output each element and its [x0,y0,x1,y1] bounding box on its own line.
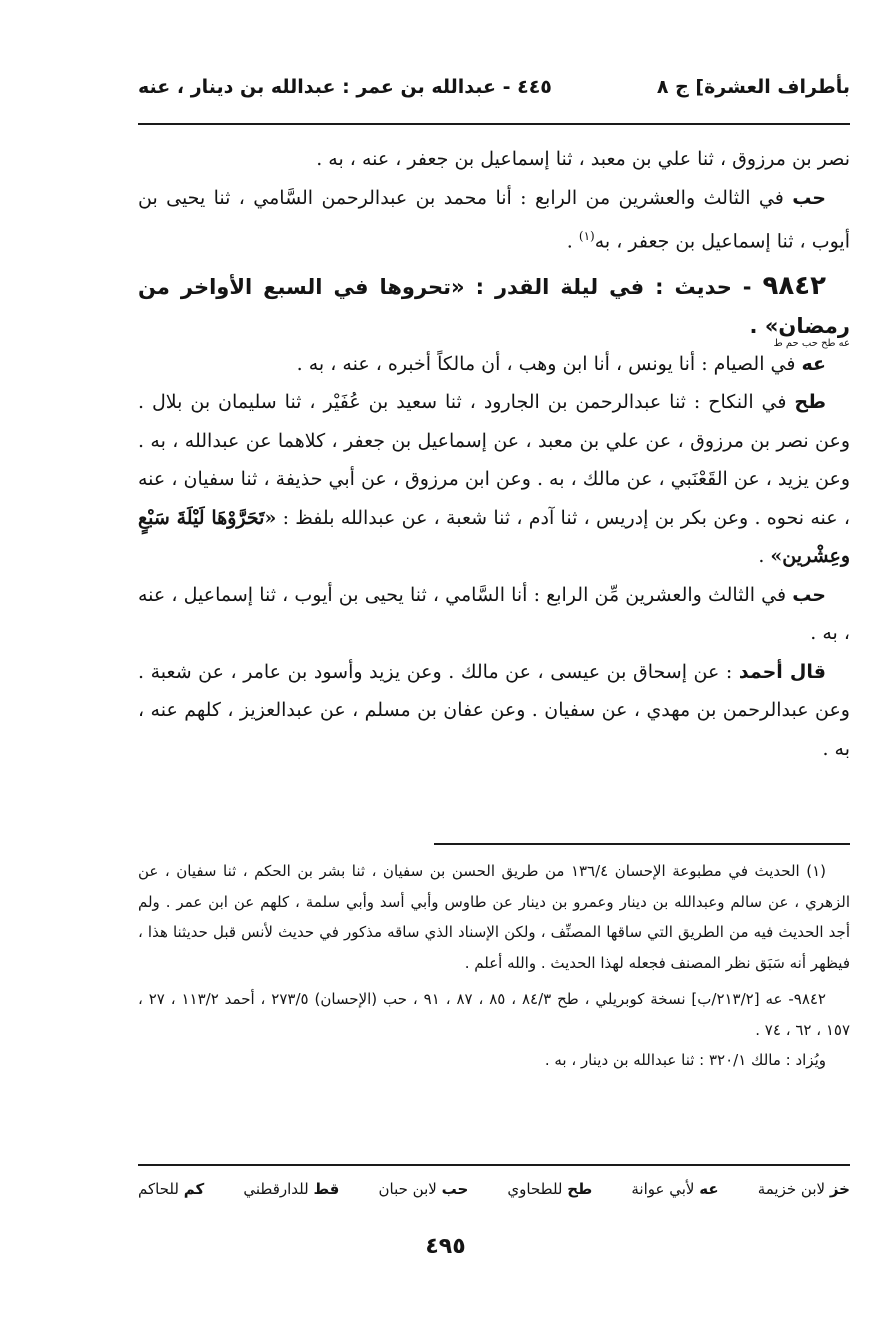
source-siglum: حب [792,583,826,606]
legend-abbr: خز [829,1180,850,1198]
source-siglum: قال أحمد [738,660,826,683]
legend-item [379,1180,469,1198]
footnote-addition: ويُزاد : مالك ٣٢٠/١ : ثنا عبدالله بن دينار ، به . [544,1051,826,1069]
paragraph-text: نصر بن مرزوق ، ثنا علي بن معبد ، ثنا إسماعيل بن جعفر ، عنه ، به . [316,148,850,170]
paragraph-text: في النكاح : ثنا عبدالرحمن بن الجارود ، ثنا سعيد بن عُفَيْر ، ثنا سليمان بن بلال . وعن نصر بن مرزوق ، عن علي بن معبد ، عن إسماعيل بن جعفر ، كلاهما عن عبدالله ، به . وعن يزيد ، عن القَعْنَبي ، عن مالك ، به . وعن ابن مرزوق ، عن أبي حذيفة ، ثنا سفيان ، عنه ، عنه نحوه . وعن بكر بن إدريس ، ثنا آدم ، ثنا شعبة ، عن عبدالله بلفظ : [138,391,851,529]
paragraph-tahawi [138,383,850,576]
paragraph-hibban [138,179,850,261]
source-siglum: طح [794,391,826,414]
paragraph-end: . [566,230,579,253]
paragraph-awana [138,345,850,384]
abbreviation-legend [138,1180,850,1198]
legend-item [138,1180,204,1198]
legend-abbr: كم [183,1180,205,1198]
legend-text: للطحاوي [507,1180,568,1198]
legend-text: للحاكم [138,1180,184,1198]
sources-sigla: عه طح حب حم ط [773,337,850,349]
paragraph-hibban-2 [138,576,850,653]
running-header [138,70,850,106]
paragraph-ahmad [138,653,850,769]
legend-item [507,1180,592,1198]
legend-abbr: عه [699,1180,719,1198]
header-volume-title: بأطراف العشرة] ج ٨ [656,76,850,98]
footnote-ref: (١) [578,229,595,243]
legend-item [631,1180,718,1198]
source-siglum: عه [801,352,826,375]
paragraph-text: في الصيام : أنا يونس ، أنا ابن وهب ، أن مالكاً أخبره ، عنه ، به . [296,352,802,375]
legend-text: للدارقطني [243,1180,314,1198]
footnote-references: ٩٨٤٢- عه [٢١٣/٢/ب] نسخة كوبريلي ، طح ٨٤/٣ ، ٨٥ ، ٨٧ ، ٩١ ، حب (الإحسان) ٢٧٣/٥ ، أحمد ١١٣/٢ ، ٢٧ ، ١٥٧ ، ٦٢ ، ٧٤ . [138,990,850,1039]
header-divider [138,123,850,125]
legend-abbr: طح [567,1180,593,1198]
hadith-number: ٩٨٤٢ [762,270,826,301]
paragraph-end: . [758,545,771,568]
footnotes [138,856,850,1076]
paragraph-text: في الثالث والعشرين من الرابع : أنا محمد بن عبدالرحمن السَّامي ، ثنا يحيى بن أيوب ، ثنا إسماعيل بن جعفر ، به [138,186,850,253]
legend-abbr: حب [441,1180,469,1198]
footnote-1: (١) الحديث في مطبوعة الإحسان ١٣٦/٤ من طريق الحسن بن سفيان ، ثنا بشر بن الحكم ، ثنا سفيان ، عن الزهري ، عن سالم وعبدالله بن دينار وعمرو بن دينار عن طاوس وأبي أسد وأبي سلمة ، كلهم عن ابن عمر . ولم أجد الحديث فيه من الطريق التي ساقها المصنِّف ، ولكن الإسناد الذي ساقه مذكور في حديث لأنس قبل حديثنا هذا ، فيظهر أنه سَبَق نظر المصنف فجعله لهذا الحديث . والله أعلم . [138,862,850,972]
source-siglum: حب [792,186,826,209]
legend-text: لابن حبان [378,1180,442,1198]
page-number: ٤٩٥ [425,1234,466,1259]
legend-text: لابن خزيمة [757,1180,830,1198]
legend-item [758,1180,850,1198]
legend-divider [138,1164,850,1166]
hadith-heading [138,267,850,347]
legend-abbr: قط [313,1180,340,1198]
main-text [138,140,850,768]
hadith-wording: «تَحَرَّوْهَا لَيْلَةَ سَبْعٍ وعِشْرين» [138,506,850,568]
paragraph-continuation [138,140,850,179]
hadith-title: - حديث : في ليلة القدر : «تحروها في السبع الأواخر من رمضان» . [138,274,850,339]
header-chapter-title: ٤٤٥ - عبدالله بن عمر : عبدالله بن دينار ، عنه [138,76,552,98]
legend-text: لأبي عوانة [631,1180,700,1198]
legend-item [243,1180,339,1198]
paragraph-text: : عن إسحاق بن عيسى ، عن مالك . وعن يزيد وأسود بن عامر ، عن شعبة . وعن عبدالرحمن بن مهدي ، عن سفيان . وعن عفان بن مسلم ، عن عبدالعزيز ، كلهم عنه ، به . [138,660,850,760]
footnote-divider [434,843,850,845]
paragraph-text: في الثالث والعشرين مِّن الرابع : أنا السَّامي ، ثنا يحيى بن أيوب ، ثنا إسماعيل ، عنه ، به . [138,583,850,645]
